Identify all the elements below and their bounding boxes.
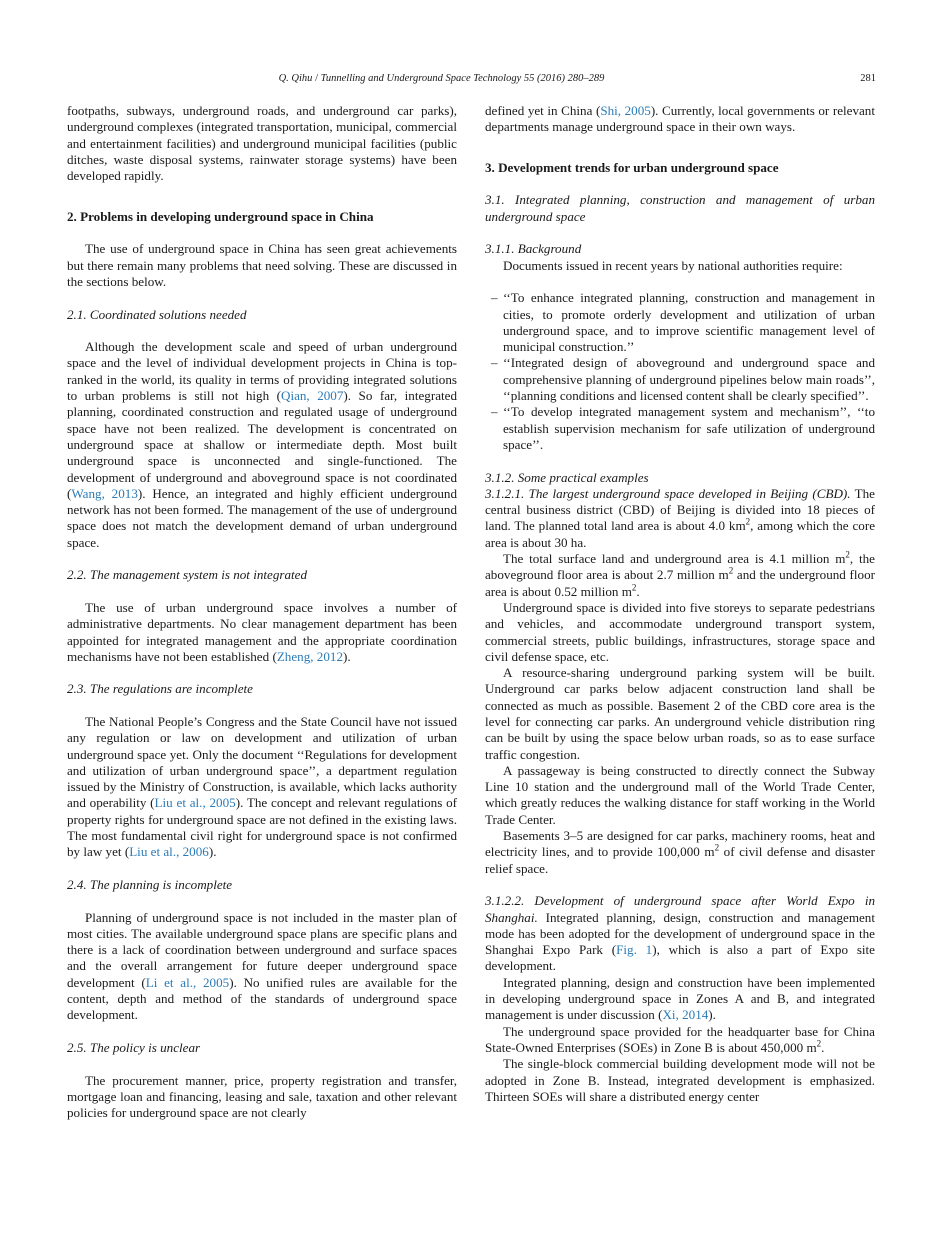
citation-link[interactable]: Shi, 2005 xyxy=(600,103,651,118)
running-title: Q. Qihu / Tunnelling and Underground Space Technology 55 (2016) 280–289 xyxy=(278,73,605,84)
section-2-1-paragraph xyxy=(67,339,457,551)
text: The underground space provided for the headquarter base for China State-Owned Enterprises (SOEs) in Zone B is about 450,000 m xyxy=(485,1023,875,1055)
continued-paragraph xyxy=(485,103,875,136)
text: , the aboveground floor area is about 2.7 million m xyxy=(485,551,875,583)
page-number: 281 xyxy=(860,73,876,84)
zones-paragraph xyxy=(485,975,875,1024)
running-header xyxy=(67,73,876,89)
text: The central business district (CBD) of Beijing is divided into 18 pieces of land. The planned total land area is about 4.0 km xyxy=(485,485,875,534)
right-column xyxy=(485,103,875,1105)
soe-paragraph xyxy=(485,1024,875,1057)
citation-link[interactable]: Xi, 2014 xyxy=(662,1007,709,1023)
running-journal: Tunnelling and Underground Space Technology 55 (2016) 280–289 xyxy=(320,73,605,84)
intro-paragraph: footpaths, subways, underground roads, and underground car parks), underground complexes (integrated transportation, municipal, commercial and entertainment facilities) and underground municipal facilities (public ditches, waste disposal systems, rainwater storage systems) have been developed rapidly. xyxy=(67,103,457,184)
superscript: 2 xyxy=(845,549,850,560)
single-block-paragraph: The single-block commercial building development mode will not be adopted in Zone B. Instead, integrated development is emphasized. Thirteen SOEs will share a distributed energy center xyxy=(485,1056,875,1104)
section-3-1-2-1-paragraph xyxy=(485,486,875,551)
text: ). xyxy=(343,648,351,664)
text: The use of urban underground space involves a number of administrative departments. No clear management department has been appointed for integrated management and the appropriate coordination mechanisms have not been established ( xyxy=(67,599,457,664)
text: The National People’s Congress and the State Council have not issued any regulation or law on development and utilization of urban underground space yet. Only the document ‘‘Regulations for development and utilization of urban underground space’’, a department regulation issued by the Ministry of Construction, is available, which lacks authority and operability ( xyxy=(67,713,457,811)
list-item: – ‘‘To develop integrated management system and mechanism’’, ‘‘to establish supervision mechanism for safe utilization of underground space’’. xyxy=(485,404,875,453)
list-item: – ‘‘Integrated design of aboveground and underground space and comprehensive planning of underground pipelines below main roads’’, ‘‘planning conditions and licensed content shall be clearly specified’’. xyxy=(485,355,875,404)
section-2-4-heading: 2.4. The planning is incomplete xyxy=(67,876,233,892)
section-2-2-paragraph xyxy=(67,600,457,665)
text: Integrated planning, design, construction and management mode has been adopted for the development of underground space in the Shanghai Expo Park ( xyxy=(485,909,875,958)
superscript: 2 xyxy=(631,582,637,593)
text: . xyxy=(821,1039,825,1055)
text: and the underground floor area is about 0.52 million m xyxy=(485,567,875,599)
section-3-1-2-heading: 3.1.2. Some practical examples xyxy=(485,469,649,485)
section-3-1-2-1-heading: 3.1.2.1. The largest underground space developed in Beijing (CBD). xyxy=(485,485,851,501)
section-2-2-heading: 2.2. The management system is not integrated xyxy=(67,567,308,583)
section-2-1-heading: 2.1. Coordinated solutions needed xyxy=(67,306,247,322)
text: Planning of underground space is not included in the master plan of most cities. The available underground space plans are specific plans and there is a lack of coordination between underground and surface spaces and the overall arrangement for future deeper underground space development ( xyxy=(67,909,457,990)
text: defined yet in China ( xyxy=(485,103,601,118)
section-2-4-paragraph xyxy=(67,910,457,1024)
section-3-heading: 3. Development trends for urban underground space xyxy=(485,159,779,175)
text: Integrated planning, design and construction have been implemented in developing underground space in Zones A and B, and integrated management is under discussion ( xyxy=(485,974,875,1023)
total-area-paragraph xyxy=(485,551,875,600)
section-3-1-2-2-paragraph xyxy=(485,893,875,974)
citation-link[interactable]: Liu et al., 2006 xyxy=(129,844,209,860)
section-2-5-heading: 2.5. The policy is unclear xyxy=(67,1039,201,1055)
citation-link[interactable]: Wang, 2013 xyxy=(71,485,138,501)
text: ). So far, integrated planning, coordinated construction and regulated usage of underground space have not been realized. The development is concentrated on underground space at shallow or intermediate depth. Most built underground space is unconnected and single-functioned. The development of underground and aboveground space is not coordinated ( xyxy=(67,388,457,501)
basements-paragraph xyxy=(485,828,875,877)
text: ). The concept and relevant regulations of property rights for underground space are not defined in the existing laws. The most fundamental civil right for underground space is not confirmed by law yet ( xyxy=(67,795,457,860)
section-2-3-paragraph xyxy=(67,714,457,861)
superscript: 2 xyxy=(728,565,734,576)
text: ). Hence, an integrated and highly efficient underground network has not been formed. The management of the use of underground space does not match the development demand of urban underground space. xyxy=(67,485,458,550)
text: ). No unified rules are available for the content, depth and method of the standards of underground space development. xyxy=(67,974,458,1023)
text: ). Currently, local governments or relevant departments manage underground space in their own ways. xyxy=(485,103,875,135)
citation-link[interactable]: Li et al., 2005 xyxy=(145,974,230,990)
section-2-paragraph: The use of underground space in China has seen great achievements but there remain many problems that need solving. These are discussed in the sections below. xyxy=(67,241,457,289)
section-3-1-2-2-heading: 3.1.2.2. Development of underground space after World Expo in Shanghai. xyxy=(485,893,875,925)
section-3-1-1-heading: 3.1.1. Background xyxy=(485,241,582,257)
text: ), which is also a part of Expo site development. xyxy=(485,942,875,974)
superscript: 2 xyxy=(745,517,751,528)
text: Although the development scale and speed of urban underground space and the level of individual development projects in China is top-ranked in the world, its quality in terms of providing integrated solutions to urban problems is still not high ( xyxy=(67,339,457,404)
requirements-list xyxy=(485,290,875,453)
list-item: – ‘‘To enhance integrated planning, construction and management in cities, to promote orderly development and utilization of urban underground space, and to improve scientific management level of municipal construction.’’ xyxy=(485,290,875,355)
parking-paragraph: A resource-sharing underground parking system will be built. Underground car parks below adjacent construction land shall be connected as much as possible. Basement 2 of the CBD core area is the level for connecting car parks. An underground vehicle distribution ring can be built by using the space below urban roads, so as to ease surface traffic congestion. xyxy=(485,665,875,762)
text: ). xyxy=(708,1007,716,1023)
superscript: 2 xyxy=(816,1038,822,1049)
section-2-5-paragraph: The procurement manner, price, property registration and transfer, mortgage loan and financing, leasing and sale, taxation and other relevant policies for underground space are not clearly xyxy=(67,1072,457,1121)
text: of civil defense and disaster relief space. xyxy=(485,844,875,876)
citation-link[interactable]: Liu et al., 2005 xyxy=(154,795,236,811)
text: . xyxy=(636,583,640,599)
running-author: Q. Qihu xyxy=(278,73,313,84)
section-2-heading: 2. Problems in developing underground space in China xyxy=(67,208,374,224)
text: ). xyxy=(208,844,217,860)
superscript: 2 xyxy=(714,843,720,853)
section-2-3-heading: 2.3. The regulations are incomplete xyxy=(67,681,253,697)
text: , among which the core area is about 30 ha. xyxy=(485,518,876,550)
text: The total surface land and underground area is 4.1 million m xyxy=(503,551,846,567)
left-column xyxy=(67,103,457,1121)
storeys-paragraph: Underground space is divided into five storeys to separate pedestrians and vehicles, and accommodate underground transport system, commercial streets, public buildings, infrastructures, storage space and civil defense space, etc. xyxy=(485,599,875,664)
citation-link[interactable]: Zheng, 2012 xyxy=(276,648,343,664)
citation-link[interactable]: Qian, 2007 xyxy=(280,388,344,404)
figure-link[interactable]: Fig. 1 xyxy=(616,942,653,958)
passageway-paragraph: A passageway is being constructed to directly connect the Subway Line 10 station and the underground mall of the World Trade Center, which greatly reduces the walking distance for staff working in the World Trade Center. xyxy=(485,762,875,827)
text: Basements 3–5 are designed for car parks, machinery rooms, heat and electricity lines, and to provide 100,000 m xyxy=(485,828,875,860)
section-3-1-heading: 3.1. Integrated planning, construction and management of urban underground space xyxy=(485,192,875,224)
section-3-1-1-paragraph: Documents issued in recent years by national authorities require: xyxy=(503,257,843,273)
